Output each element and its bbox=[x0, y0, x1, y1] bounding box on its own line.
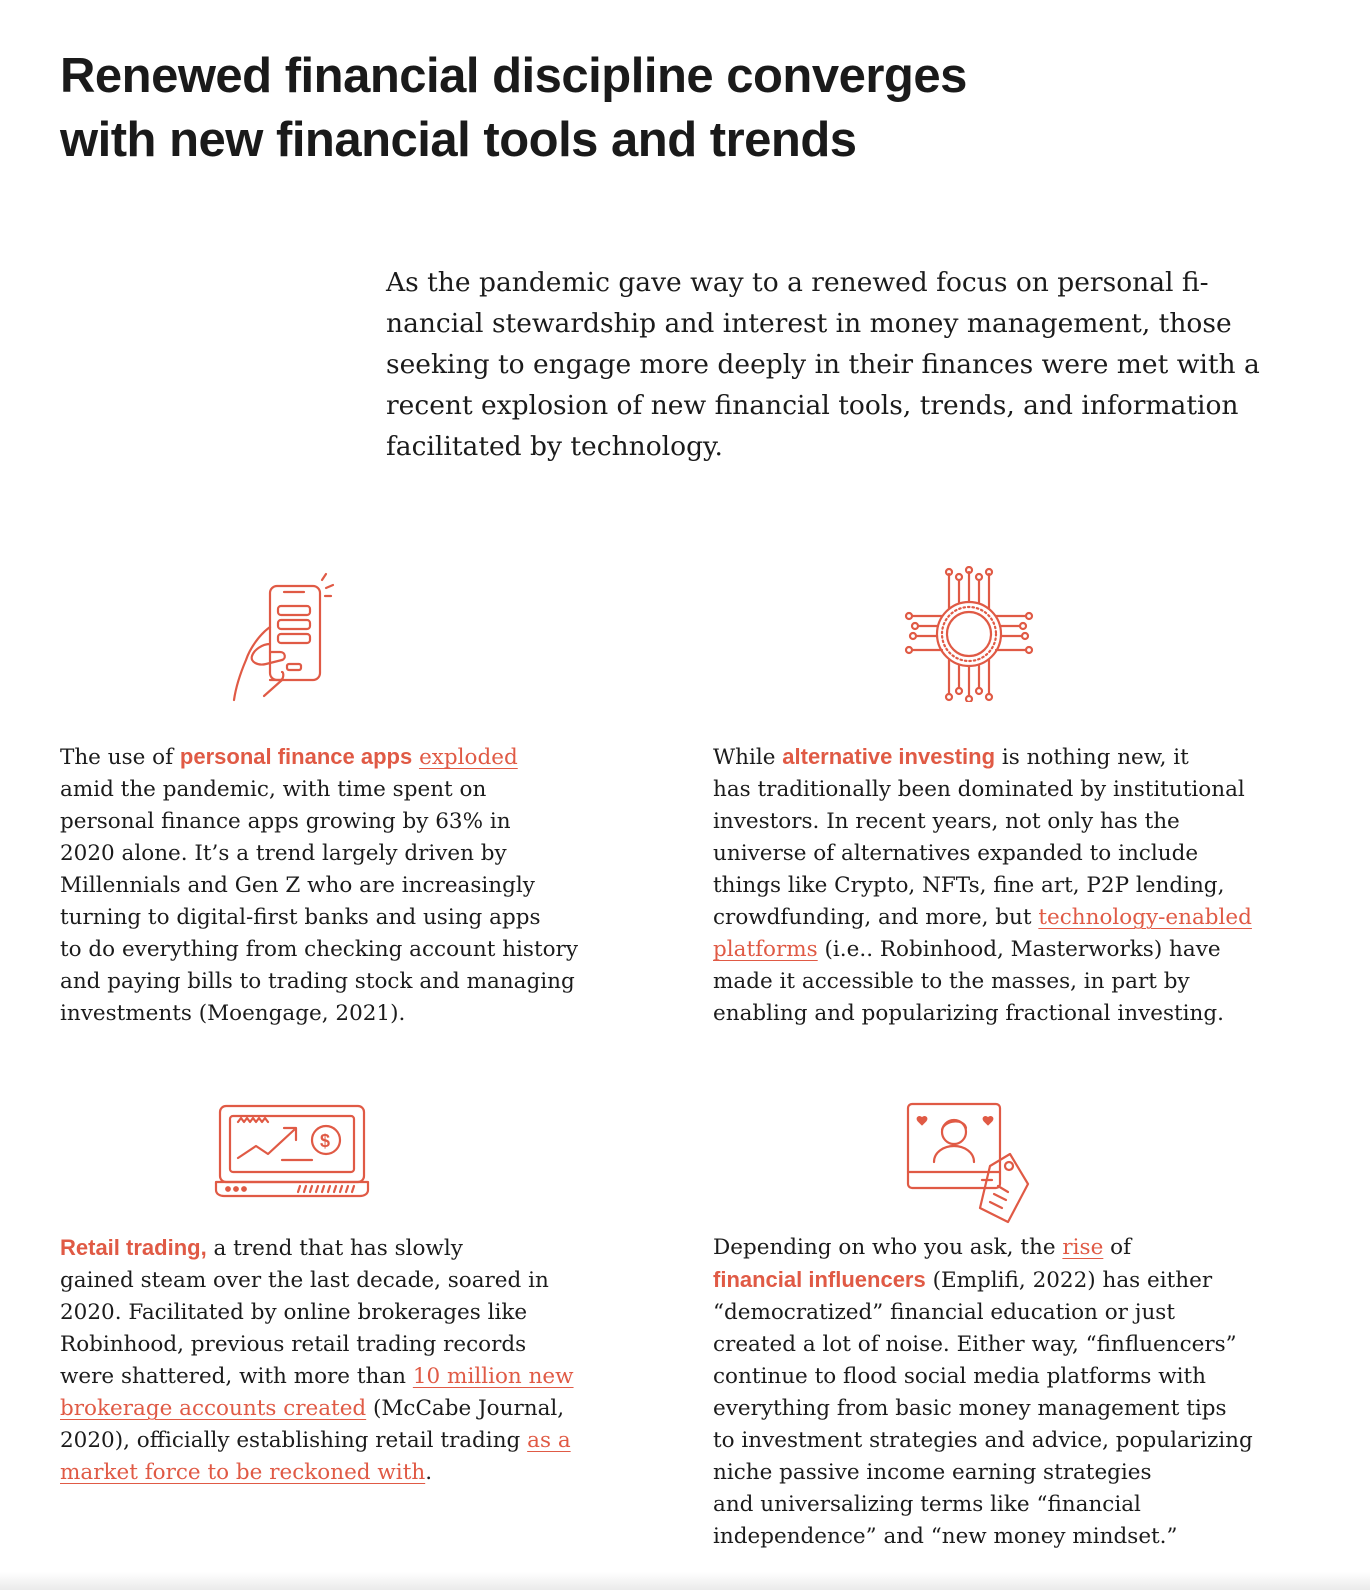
retail-trading-paragraph bbox=[60, 1232, 660, 1489]
retail-trading-highlight: Retail trading, bbox=[60, 1235, 207, 1260]
rise-link[interactable]: rise bbox=[1062, 1235, 1104, 1260]
intro-line: As the pandemic gave way to a renewed focus on personal fi- bbox=[386, 267, 1209, 298]
technology-enabled-platforms-link[interactable]: platforms bbox=[713, 937, 818, 962]
paragraph-line: enabling and popularizing fractional investing. bbox=[713, 1001, 1224, 1026]
paragraph-line bbox=[60, 741, 620, 774]
page-title-line-1: Renewed financial discipline converges bbox=[60, 49, 967, 103]
paragraph-line bbox=[60, 1232, 660, 1265]
page-title-line-2: with new financial tools and trends bbox=[60, 113, 857, 167]
svg-text:$: $ bbox=[320, 1131, 331, 1151]
paragraph-line: investors. In recent years, not only has the bbox=[713, 809, 1180, 834]
text-fragment: a trend that has slowly bbox=[206, 1236, 463, 1261]
paragraph-line: continue to flood social media platforms with bbox=[713, 1364, 1206, 1389]
paragraph-line bbox=[713, 741, 1333, 774]
technology-enabled-platforms-link[interactable]: technology-enabled bbox=[1038, 905, 1252, 930]
text-fragment: While bbox=[713, 745, 783, 770]
smartphone-in-hand-icon bbox=[224, 572, 344, 708]
paragraph-line: made it accessible to the masses, in part by bbox=[713, 969, 1190, 994]
paragraph-line: Robinhood, previous retail trading records bbox=[60, 1332, 527, 1357]
paragraph-line: “democratized” financial education or just bbox=[713, 1300, 1175, 1325]
text-fragment: The use of bbox=[60, 745, 180, 770]
intro-paragraph bbox=[386, 262, 1316, 467]
text-fragment: 2020), officially establishing retail trading bbox=[60, 1428, 528, 1453]
exploded-link[interactable]: exploded bbox=[419, 745, 518, 770]
paragraph-line: things like Crypto, NFTs, fine art, P2P lending, bbox=[713, 873, 1225, 898]
paragraph-line: 2020 alone. It’s a trend largely driven by bbox=[60, 841, 507, 866]
text-fragment: crowdfunding, and more, but bbox=[713, 905, 1039, 930]
alternative-investing-highlight: alternative investing bbox=[782, 744, 996, 769]
personal-finance-apps-highlight: personal finance apps bbox=[179, 744, 413, 769]
text-fragment: (Emplifi, 2022) has either bbox=[925, 1268, 1213, 1293]
text-fragment: is nothing new, it bbox=[995, 745, 1189, 770]
circuit-chip-icon bbox=[904, 566, 1034, 702]
paragraph-line bbox=[60, 1393, 660, 1425]
text-fragment: were shattered, with more than bbox=[60, 1364, 413, 1389]
paragraph-line bbox=[60, 1361, 660, 1393]
page-title bbox=[60, 44, 1120, 172]
influencer-video-tag-icon bbox=[904, 1100, 1034, 1226]
brokerage-accounts-link[interactable]: brokerage accounts created bbox=[60, 1396, 367, 1421]
financial-influencers-highlight: financial influencers bbox=[713, 1267, 926, 1292]
paragraph-line bbox=[60, 1425, 660, 1457]
bottom-edge-shadow bbox=[0, 1572, 1370, 1590]
market-force-link[interactable]: as a bbox=[527, 1428, 571, 1453]
paragraph-line: to investment strategies and advice, popularizing bbox=[713, 1428, 1253, 1453]
paragraph-line bbox=[713, 902, 1333, 934]
paragraph-line: created a lot of noise. Either way, “finfluencers” bbox=[713, 1332, 1237, 1357]
paragraph-line: and universalizing terms like “financial bbox=[713, 1492, 1141, 1517]
paragraph-line: to do everything from checking account history bbox=[60, 937, 578, 962]
paragraph-line: personal finance apps growing by 63% in bbox=[60, 809, 511, 834]
intro-line: facilitated by technology. bbox=[386, 431, 723, 462]
intro-line: recent explosion of new financial tools, trends, and information bbox=[386, 390, 1239, 421]
paragraph-line: amid the pandemic, with time spent on bbox=[60, 777, 487, 802]
paragraph-line: turning to digital-first banks and using apps bbox=[60, 905, 541, 930]
financial-influencers-paragraph bbox=[713, 1232, 1333, 1553]
text-fragment: . bbox=[425, 1460, 433, 1485]
paragraph-line bbox=[713, 1264, 1333, 1297]
text-fragment: of bbox=[1103, 1235, 1132, 1260]
text-fragment: Depending on who you ask, the bbox=[713, 1235, 1063, 1260]
paragraph-line bbox=[713, 934, 1333, 966]
paragraph-line: 2020. Facilitated by online brokerages like bbox=[60, 1300, 528, 1325]
paragraph-line: universe of alternatives expanded to include bbox=[713, 841, 1199, 866]
paragraph-line bbox=[60, 1457, 660, 1489]
paragraph-line bbox=[713, 1232, 1333, 1264]
intro-line: seeking to engage more deeply in their finances were met with a bbox=[386, 349, 1260, 380]
intro-line: nancial stewardship and interest in money management, those bbox=[386, 308, 1232, 339]
paragraph-line: has traditionally been dominated by institutional bbox=[713, 777, 1245, 802]
laptop-trading-chart-icon bbox=[212, 1102, 372, 1200]
paragraph-line: gained steam over the last decade, soared in bbox=[60, 1268, 549, 1293]
paragraph-line: everything from basic money management tips bbox=[713, 1396, 1227, 1421]
paragraph-line: niche passive income earning strategies bbox=[713, 1460, 1152, 1485]
paragraph-line: investments (Moengage, 2021). bbox=[60, 1001, 406, 1026]
market-force-link[interactable]: market force to be reckoned with bbox=[60, 1460, 426, 1485]
alternative-investing-paragraph bbox=[713, 741, 1333, 1030]
text-fragment: (i.e.. Robinhood, Masterworks) have bbox=[817, 937, 1221, 962]
paragraph-line: Millennials and Gen Z who are increasingly bbox=[60, 873, 535, 898]
text-fragment: (McCabe Journal, bbox=[366, 1396, 565, 1421]
paragraph-line: independence” and “new money mindset.” bbox=[713, 1524, 1178, 1549]
personal-finance-apps-paragraph bbox=[60, 741, 620, 1030]
paragraph-line: and paying bills to trading stock and managing bbox=[60, 969, 575, 994]
brokerage-accounts-link[interactable]: 10 million new bbox=[412, 1364, 574, 1389]
